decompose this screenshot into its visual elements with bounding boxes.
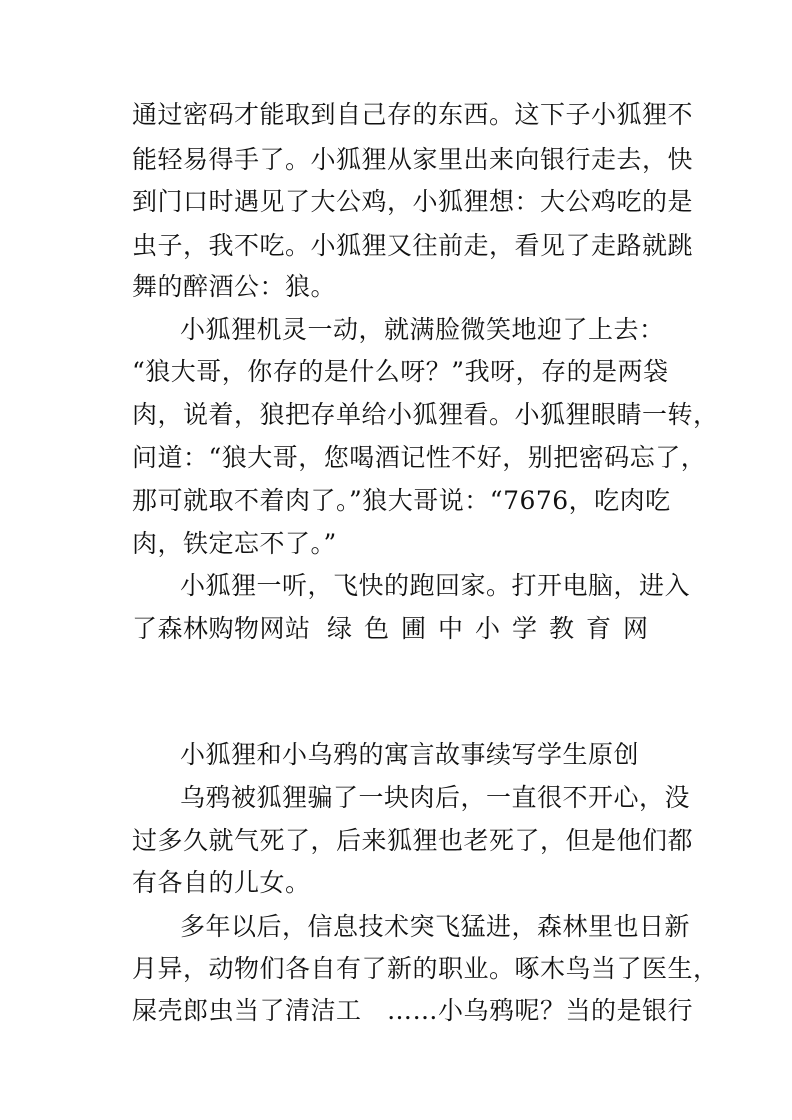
text-line-9: 问道：“狼大哥，您喝酒记性不好，别把密码忘了， xyxy=(132,443,707,472)
text-line-17: 过多久就气死了，后来狐狸也老死了，但是他们都 xyxy=(132,826,694,855)
text-line-20: 月异，动物们各自有了新的职业。啄木鸟当了医生， xyxy=(132,954,719,983)
text-line-5: 舞的醉酒公：狼。 xyxy=(132,272,337,301)
text-line-8: 肉，说着，狼把存单给小狐狸看。小狐狸眼睛一转， xyxy=(132,400,719,429)
text-line-21: 屎壳郎虫当了清洁工 ……小乌鸦呢？当的是银行 xyxy=(132,996,694,1025)
text-line-18: 有各自的儿女。 xyxy=(132,868,311,897)
paragraph-start-line: 小狐狸机灵一动，就满脸微笑地迎了上去： xyxy=(180,315,665,344)
text-line-13: 了森林购物网站 xyxy=(132,614,311,643)
text-line-4: 虫子，我不吃。小狐狸又往前走，看见了走路就跳 xyxy=(132,231,694,260)
text-line-1: 通过密码才能取到自己存的东西。这下子小狐狸不 xyxy=(132,100,694,129)
text-line-2: 能轻易得手了。小狐狸从家里出来向银行走去，快 xyxy=(132,145,694,174)
text-line-11: 肉，铁定忘不了。” xyxy=(132,529,337,558)
article-title: 小狐狸和小乌鸦的寓言故事续写学生原创 xyxy=(180,740,640,769)
paragraph-start-line: 小狐狸一听，飞快的跑回家。打开电脑，进入 xyxy=(180,571,691,600)
text-line-7: “狼大哥，你存的是什么呀？”我呀，存的是两袋 xyxy=(132,357,669,386)
paragraph-start-line: 多年以后，信息技术突飞猛进，森林里也日新 xyxy=(180,912,691,941)
watermark-text: 绿色圃中小学教育网 xyxy=(327,614,661,643)
text-line-3: 到门口时遇见了大公鸡，小狐狸想：大公鸡吃的是 xyxy=(132,187,694,216)
text-line-10: 那可就取不着肉了。”狼大哥说：“7676，吃肉吃 xyxy=(132,486,671,515)
paragraph-start-line: 乌鸦被狐狸骗了一块肉后，一直很不开心，没 xyxy=(180,783,691,812)
